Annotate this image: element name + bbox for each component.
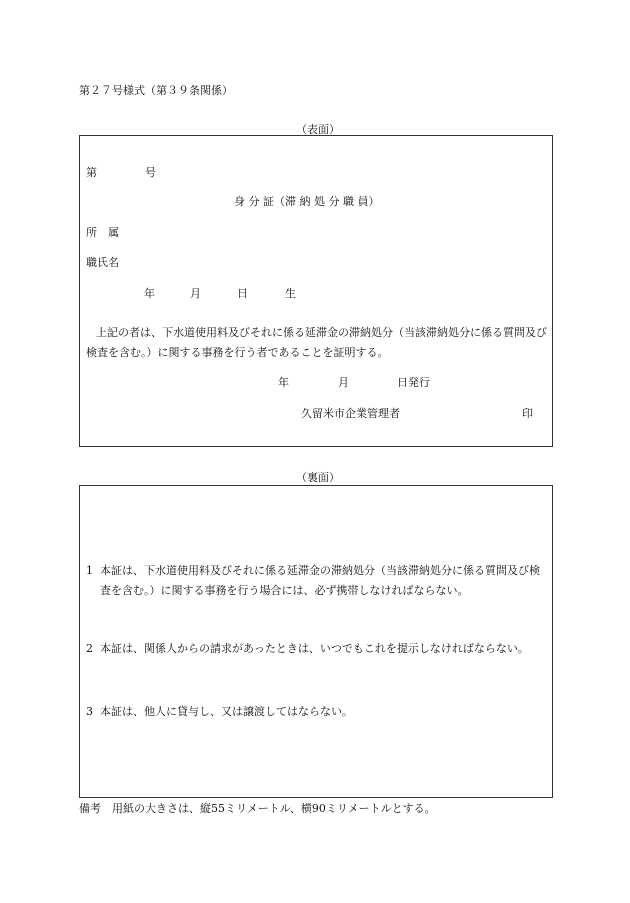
item-number: 2 (86, 642, 93, 655)
birth-year: 年 (144, 287, 155, 300)
name-label: 職氏名 (86, 256, 119, 269)
note: 備考 用紙の大きさは、縦55ミリメートル、横90ミリメートルとする。 (79, 802, 436, 815)
issue-day: 日発行 (397, 376, 430, 389)
affiliation-label: 所 属 (86, 226, 119, 239)
birth-day: 日 (237, 287, 248, 300)
issue-month: 月 (338, 376, 349, 389)
front-heading: （表面） (296, 123, 340, 136)
item-number: 1 (86, 564, 93, 577)
seal: 印 (522, 407, 533, 420)
form-label: 第２７号様式（第３９条関係） (79, 84, 233, 97)
issuer: 久留米市企業管理者 (301, 407, 400, 420)
number-go: 号 (145, 166, 156, 179)
item-text: 本証は、関係人からの請求があったときは、いつでもこれを提示しなければならない。 (100, 642, 529, 655)
birth-sei: 生 (285, 287, 296, 300)
certification-text: 上記の者は、下水道使用料及びそれに係る延滞金の滞納処分（当該滞納処分に係る質問及び検査を含む。）に関する事務を行う者であることを証明する。 (86, 326, 547, 359)
back-heading: （裏面） (296, 471, 340, 484)
number-dai: 第 (86, 166, 97, 179)
birth-month: 月 (190, 287, 201, 300)
issue-year: 年 (278, 376, 289, 389)
item-text: 本証は、下水道使用料及びそれに係る延滞金の滞納処分（当該滞納処分に係る質問及び検査を含む。）に関する事務を行う場合には、必ず携帯しなければならない。 (100, 564, 540, 597)
item-text: 本証は、他人に貸与し、又は譲渡してはならない。 (100, 705, 353, 718)
item-number: 3 (86, 705, 93, 718)
card-title: 身 分 証（滞 納 処 分 職 員） (234, 195, 380, 208)
